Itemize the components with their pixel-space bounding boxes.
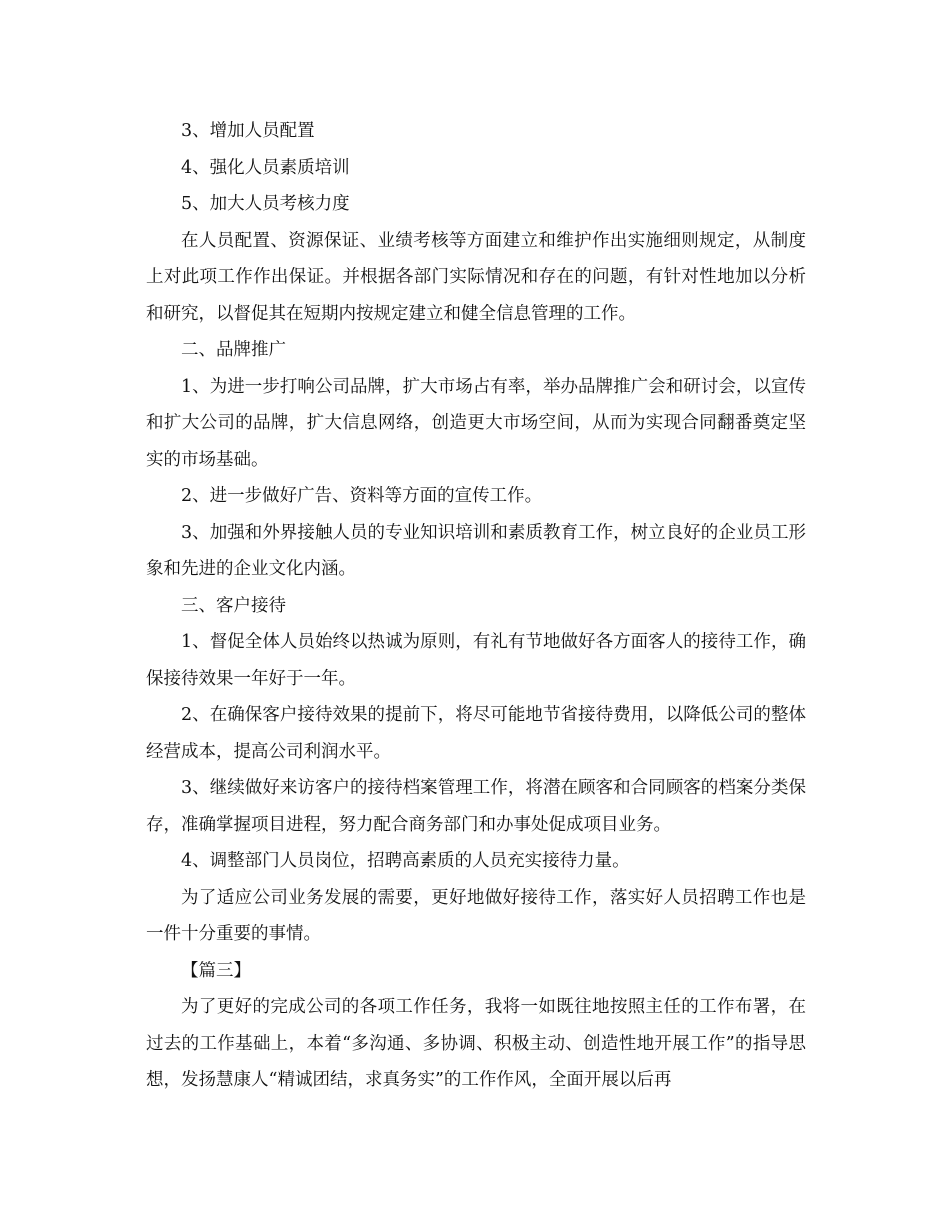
section-heading-customer-reception: 三、客户接待 xyxy=(181,595,286,616)
section-heading-brand-promotion: 二、品牌推广 xyxy=(181,340,286,360)
document-body xyxy=(146,113,806,1099)
paragraph-reception-4: 4、调整部门人员岗位，招聘高素质的人员充实接待力量。 xyxy=(181,851,630,871)
paragraph-item-3: 3、增加人员配置 xyxy=(181,121,315,141)
paragraph-brand-2: 2、进一步做好广告、资料等方面的宣传工作。 xyxy=(181,486,543,506)
paragraph-recruitment: 为了适应公司业务发展的需要，更好地做好接待工作，落实好人员招聘工作也是一件十分重要的事情。 xyxy=(146,887,806,944)
section-heading-part-three: 【篇三】 xyxy=(181,960,251,981)
paragraph-item-5: 5、加大人员考核力度 xyxy=(181,194,350,214)
paragraph-reception-1: 1、督促全体人员始终以热诚为原则，有礼有节地做好各方面客人的接待工作，确保接待效果一年好于一年。 xyxy=(146,632,806,689)
paragraph-reception-2: 2、在确保客户接待效果的提前下，将尽可能地节省接待费用，以降低公司的整体经营成本，提高公司利润水平。 xyxy=(146,705,806,762)
paragraph-item-4: 4、强化人员素质培训 xyxy=(181,157,350,178)
paragraph-part-three-intro: 为了更好的完成公司的各项工作任务，我将一如既往地按照主任的工作布署，在过去的工作基础上，本着“多沟通、多协调、积极主动、创造性地开展工作”的指导思想，发扬慧康人“精诚团结，求真务实”的工作作风，全面开展以后再 xyxy=(146,997,806,1090)
paragraph-brand-1: 1、为进一步打响公司品牌，扩大市场占有率，举办品牌推广会和研讨会，以宣传和扩大公司的品牌，扩大信息网络，创造更大市场空间，从而为实现合同翻番奠定坚实的市场基础。 xyxy=(146,376,806,470)
paragraph-reception-3: 3、继续做好来访客户的接待档案管理工作，将潜在顾客和合同顾客的档案分类保存，准确掌握项目进程，努力配合商务部门和办事处促成项目业务。 xyxy=(146,778,806,835)
paragraph-brand-3: 3、加强和外界接触人员的专业知识培训和素质教育工作，树立良好的企业员工形象和先进的企业文化内涵。 xyxy=(146,522,806,579)
paragraph-staffing-guarantee: 在人员配置、资源保证、业绩考核等方面建立和维护作出实施细则规定，从制度上对此项工作作出保证。并根据各部门实际情况和存在的问题，有针对性地加以分析和研究，以督促其在短期内按规定建立和健全信息管理的工作。 xyxy=(146,230,806,324)
